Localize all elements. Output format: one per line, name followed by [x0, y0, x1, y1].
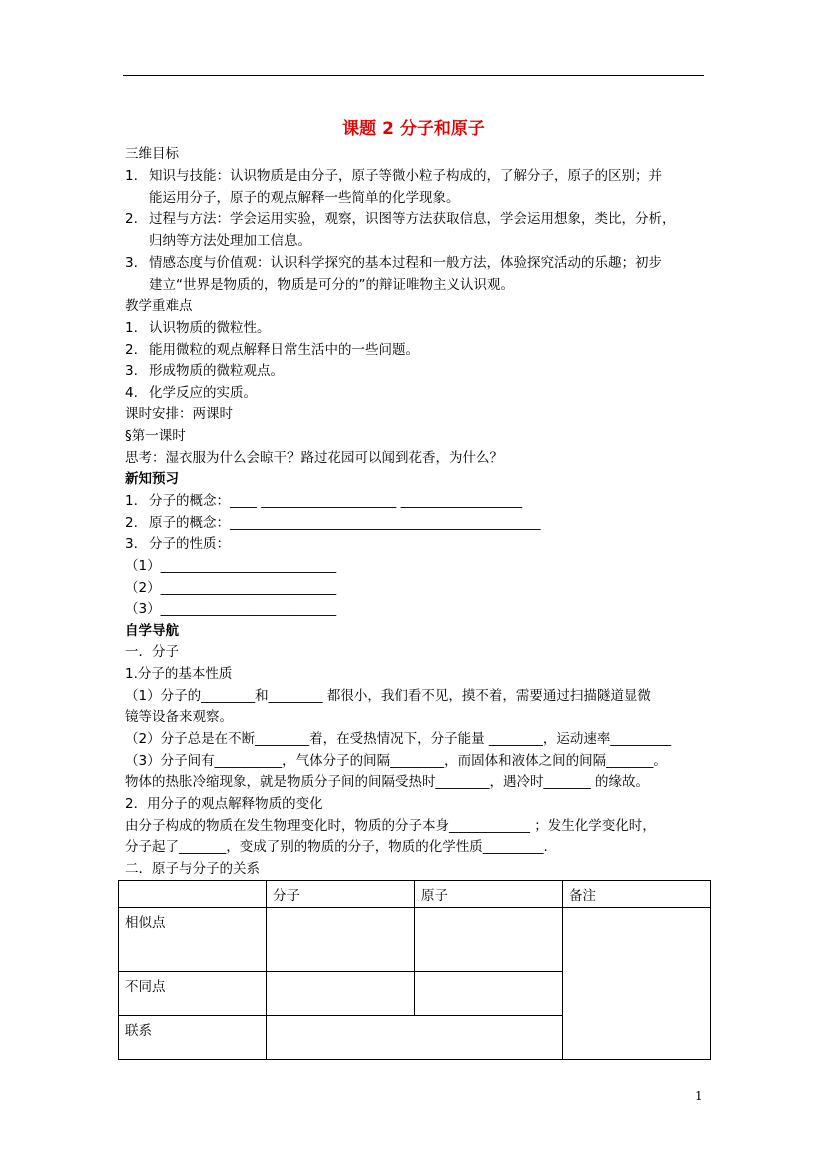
sub2-heading: 2．用分子的观点解释物质的变化 [125, 796, 323, 812]
goal-text-cont: 能运用分子，原子的观点解释一些简单的化学现象。 [149, 190, 460, 206]
self-line: 物体的热胀冷缩现象，就是物质分子间的间隔受热时________，遇冷时_______ 的缘故。 [125, 774, 650, 790]
section-preview-heading: 新知预习 [125, 471, 179, 487]
header-rule [123, 75, 704, 76]
preview-text: 分子的性质： [149, 536, 230, 552]
page-title: 课题 2 分子和原子 [342, 119, 485, 139]
table-cell-remark [563, 908, 711, 1060]
table-header-cell: 备注 [563, 881, 711, 908]
key-point-number: 2. [125, 342, 138, 358]
preview-number: 1. [125, 493, 138, 509]
key-point-number: 1. [125, 320, 138, 336]
key-point-text: 认识物质的微粒性。 [149, 320, 271, 336]
key-point-text: 化学反应的实质。 [149, 385, 257, 401]
preview-text: 分子的概念：____ ____________________ __________________ [149, 493, 523, 509]
change-line: 分子起了_______，变成了别的物质的分子，物质的化学性质_________. [125, 839, 548, 855]
sub1-heading: 1.分子的基本性质 [125, 666, 233, 682]
goal-text: 知识与技能：认识物质是由分子，原子等微小粒子构成的，了解分子，原子的区别；并 [149, 168, 662, 184]
table-cell [267, 908, 415, 972]
goal-number: 2. [125, 211, 138, 227]
relation-table [118, 880, 711, 1060]
table-cell [267, 1016, 563, 1060]
goal-number: 3. [125, 255, 138, 271]
change-line: 由分子构成的物质在发生物理变化时，物质的分子本身____________ ；发生化学变化时， [125, 818, 656, 834]
property-blank: （3）__________________________ [125, 601, 337, 617]
table-row-label: 相似点 [119, 908, 267, 972]
table-cell [415, 972, 563, 1016]
schedule: 课时安排：两课时 [125, 406, 233, 422]
table-header-cell [119, 881, 267, 908]
table-row-label: 联系 [119, 1016, 267, 1060]
preview-number: 3. [125, 536, 138, 552]
page-number: 1 [695, 1089, 703, 1103]
lesson-heading: §第一课时 [125, 428, 186, 444]
property-blank: （2）__________________________ [125, 580, 337, 596]
property-blank: （1）__________________________ [125, 558, 337, 574]
section-key-heading: 教学重难点 [125, 298, 193, 314]
table-cell [267, 972, 415, 1016]
key-point-number: 3. [125, 363, 138, 379]
table-header-cell: 分子 [267, 881, 415, 908]
section-goals-heading: 三维目标 [125, 146, 179, 162]
table-cell [415, 908, 563, 972]
goal-number: 1. [125, 168, 138, 184]
self-line: （2）分子总是在不断________着，在受热情况下，分子能量 ________，运动速率_________ [125, 731, 672, 747]
goal-text: 过程与方法：学会运用实验，观察，识图等方法获取信息，学会运用想象，类比，分析， [149, 211, 676, 227]
goal-text-cont: 归纳等方法处理加工信息。 [149, 233, 311, 249]
think-question: 思考：湿衣服为什么会晾干？路过花园可以闻到花香，为什么？ [125, 450, 503, 466]
goal-text: 情感态度与价值观：认识科学探究的基本过程和一般方法，体验探究活动的乐趣；初步 [149, 255, 662, 271]
part2-heading: 二．原子与分子的关系 [125, 861, 260, 877]
goal-text-cont: 建立“世界是物质的，物质是可分的”的辩证唯物主义认识观。 [149, 277, 514, 293]
key-point-text: 形成物质的微粒观点。 [149, 363, 284, 379]
table-row-label: 不同点 [119, 972, 267, 1016]
key-point-text: 能用微粒的观点解释日常生活中的一些问题。 [149, 342, 419, 358]
preview-number: 2. [125, 515, 138, 531]
self-line: 镜等设备来观察。 [125, 709, 233, 725]
self-line: （3）分子间有__________，气体分子的间隔________，而固体和液体之间的间隔_______。 [125, 753, 667, 769]
self-line: （1）分子的________和________ 都很小，我们看不见，摸不着，需要通过扫描隧道显微 [125, 688, 651, 704]
key-point-number: 4. [125, 385, 138, 401]
preview-text: 原子的概念：______________________________________________ [149, 515, 541, 531]
part1-heading: 一．分子 [125, 644, 179, 660]
section-self-heading: 自学导航 [125, 623, 179, 639]
table-header-cell: 原子 [415, 881, 563, 908]
